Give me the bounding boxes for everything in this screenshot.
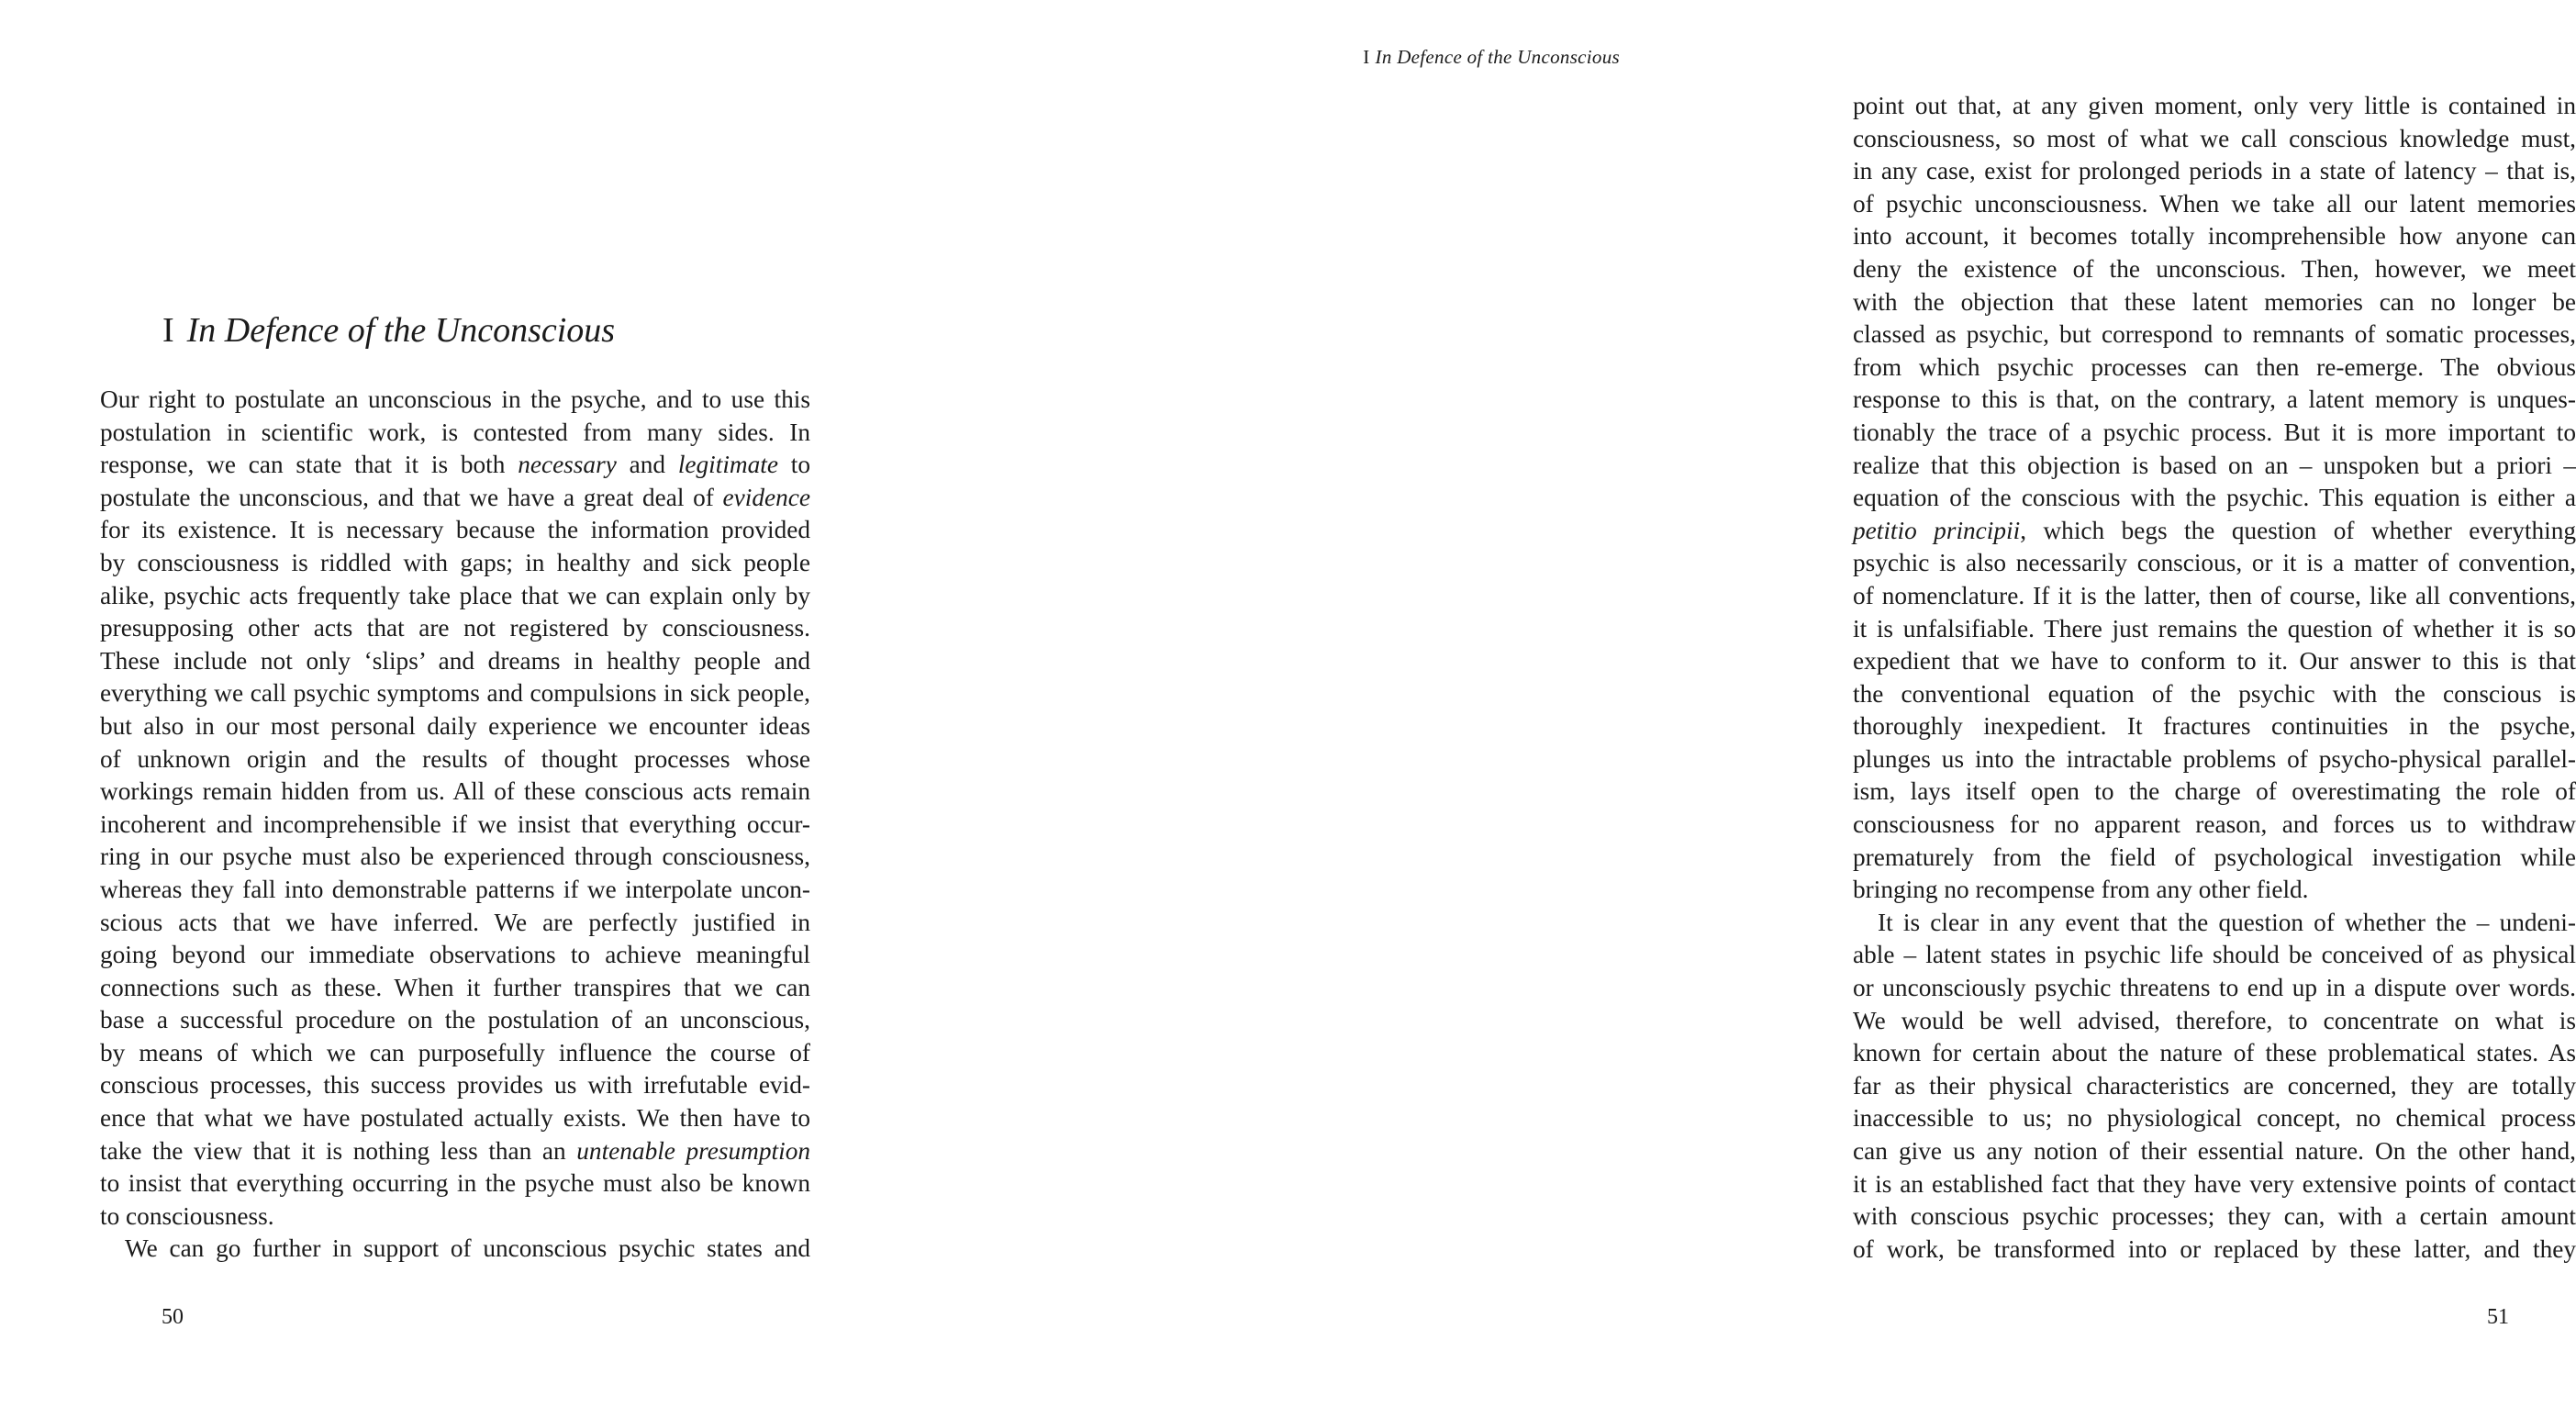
text-line (100, 547, 810, 580)
text-segment: deny the existence of the unconscious. Then, however, we meet (1853, 254, 2576, 283)
text-line (1853, 286, 2576, 319)
text-line (100, 1167, 810, 1200)
text-segment: far as their physical characteristics are concerned, they are totally (1853, 1071, 2576, 1100)
text-line (1853, 547, 2576, 580)
chapter-title (162, 310, 615, 351)
text-segment: conscious processes, this success provides us with irrefutable evid- (100, 1071, 810, 1100)
text-segment: bringing no recompense from any other field. (1853, 876, 2309, 904)
running-head (1225, 46, 1620, 69)
text-line (1853, 90, 2576, 123)
text-segment: ence that what we have postulated actually exists. We then have to (100, 1104, 810, 1133)
text-segment: with the objection that these latent memories can no longer be (1853, 287, 2576, 316)
text-segment: by means of which we can purposefully influence the course of (100, 1038, 810, 1066)
text-segment: alike, psychic acts frequently take place that we can explain only by (100, 581, 810, 609)
text-segment: consciousness for no apparent reason, and forces us to withdraw (1853, 810, 2576, 839)
text-line (1853, 1070, 2576, 1103)
text-line (1853, 123, 2576, 156)
text-segment: of nomenclature. If it is the latter, then of course, like all conventions, (1853, 581, 2576, 609)
text-line (100, 384, 810, 417)
text-segment: known for certain about the nature of these problematical states. As (1853, 1039, 2576, 1067)
page-number-right: 51 (2487, 1305, 2509, 1329)
left-page-body-text (100, 384, 810, 1266)
italic-text: legitimate (677, 451, 778, 479)
text-line (100, 939, 810, 972)
text-line (100, 580, 810, 613)
text-line (1853, 809, 2576, 842)
text-segment: inaccessible to us; no physiological concept, no chemical process (1853, 1104, 2576, 1133)
text-line (1853, 253, 2576, 286)
text-segment: whereas they fall into demonstrable patterns if we interpolate uncon- (100, 875, 810, 903)
text-line (100, 1233, 810, 1266)
text-line (100, 1102, 810, 1135)
text-line (100, 449, 810, 482)
text-segment: presupposing other acts that are not registered by consciousness. (100, 614, 810, 642)
text-segment: workings remain hidden from us. All of these conscious acts remain (100, 777, 810, 806)
text-line (1853, 907, 2576, 940)
text-line (100, 874, 810, 907)
text-line (1853, 417, 2576, 450)
text-segment: to consciousness. (100, 1201, 274, 1230)
text-line (1853, 776, 2576, 809)
text-segment: with conscious psychic processes; they can, with a certain amount (1853, 1202, 2576, 1231)
text-segment: or unconsciously psychic threatens to end up in a dispute over words. (1853, 974, 2576, 1002)
text-line (1853, 155, 2576, 188)
text-segment: point out that, at any given moment, only very little is contained in (1853, 92, 2576, 119)
text-line (100, 776, 810, 809)
text-line (1853, 678, 2576, 711)
text-segment: incoherent and incomprehensible if we insist that everything occur- (100, 809, 810, 838)
text-line (1853, 710, 2576, 743)
running-head-title: In Defence of the Unconscious (1375, 46, 1620, 68)
text-segment: expedient that we have to conform to it. Our answer to this is that (1853, 647, 2576, 676)
text-segment: to (777, 451, 811, 479)
text-segment: connections such as these. When it further transpires that we can (100, 973, 810, 1001)
text-segment: postulate the unconscious, and that we have a great deal of (100, 483, 723, 511)
text-line (1853, 1135, 2576, 1168)
text-line (1853, 1037, 2576, 1070)
text-segment: ism, lays itself open to the charge of overestimating the role of (1853, 777, 2576, 806)
text-segment: for its existence. It is necessary because the information provided (100, 516, 810, 544)
text-line (1853, 220, 2576, 253)
text-line (1853, 613, 2576, 646)
text-segment: equation of the conscious with the psychic. This equation is either a (1853, 484, 2576, 512)
text-segment: These include not only ‘slips’ and dreams in healthy people and (100, 646, 810, 675)
text-segment: everything we call psychic symptoms and compulsions in sick people, (100, 679, 810, 708)
text-line (1853, 972, 2576, 1005)
text-line (1853, 352, 2576, 385)
text-segment: able – latent states in psychic life should be conceived of as physical (1853, 941, 2576, 969)
text-segment: consciousness, so most of what we call conscious knowledge must, (1853, 124, 2576, 152)
text-segment: We would be well advised, therefore, to concentrate on what is (1853, 1006, 2576, 1034)
text-line (1853, 580, 2576, 613)
text-line (1853, 482, 2576, 515)
text-line (1853, 1234, 2576, 1267)
text-line (1853, 188, 2576, 221)
text-segment: take the view that it is nothing less than an (100, 1136, 577, 1165)
text-segment: We can go further in support of unconscious psychic states and (125, 1234, 810, 1263)
italic-text: evidence (722, 483, 810, 511)
text-segment: postulation in scientific work, is contested from many sides. In (100, 418, 810, 446)
text-line (100, 612, 810, 645)
text-line (100, 514, 810, 547)
text-segment: , which begs the question of whether everything (2020, 516, 2576, 544)
text-segment: of work, be transformed into or replaced by these latter, and they (1853, 1234, 2576, 1263)
text-segment: base a successful procedure on the postulation of an unconscious, (100, 1006, 810, 1034)
text-segment: psychic is also necessarily conscious, or it is a matter of convention, (1853, 549, 2576, 577)
text-segment: from which psychic processes can then re-emerge. The obvious (1853, 352, 2576, 381)
italic-text: untenable presumption (576, 1136, 810, 1165)
text-line (1853, 1102, 2576, 1135)
text-line (1853, 842, 2576, 875)
right-page (892, 0, 2576, 1418)
text-line (100, 743, 810, 776)
right-page-body-text (1853, 90, 2576, 1266)
text-line (100, 1004, 810, 1037)
text-segment: into account, it becomes totally incomprehensible how anyone can (1853, 222, 2576, 251)
running-head-number: I (1363, 46, 1370, 68)
chapter-title-text: In Defence of the Unconscious (186, 311, 616, 350)
text-line (100, 1200, 810, 1234)
text-segment: ring in our psyche must also be experienced through consciousness, (100, 843, 810, 871)
text-segment: in any case, exist for prolonged periods in a state of latency – that is, (1853, 157, 2576, 185)
text-line (100, 1135, 810, 1168)
text-segment: it is unfalsifiable. There just remains the question of whether it is so (1853, 614, 2576, 642)
text-line (1853, 939, 2576, 972)
text-segment: tionably the trace of a psychic process. But it is more important to (1853, 418, 2576, 446)
text-line (1853, 743, 2576, 776)
text-line (100, 1037, 810, 1070)
text-segment: scious acts that we have inferred. We are perfectly justified in (100, 908, 810, 936)
text-line (100, 645, 810, 678)
text-line (100, 482, 810, 515)
text-line (1853, 384, 2576, 417)
text-segment: Our right to postulate an unconscious in the psyche, and to use this (100, 385, 810, 413)
text-segment: to insist that everything occurring in the psyche must also be known (100, 1169, 810, 1198)
chapter-number: I (162, 311, 174, 350)
text-segment: response, we can state that it is both (100, 451, 519, 479)
text-line (100, 809, 810, 842)
text-line (1853, 450, 2576, 483)
text-segment: realize that this objection is based on an – unspoken but a priori – (1853, 451, 2576, 479)
text-segment: by consciousness is riddled with gaps; in healthy and sick people (100, 548, 810, 576)
left-page (0, 0, 892, 1418)
text-line (1853, 1168, 2576, 1201)
text-segment: but also in our most personal daily experience we encounter ideas (100, 711, 810, 740)
text-line (1853, 874, 2576, 907)
text-line (1853, 515, 2576, 548)
italic-text: necessary (518, 451, 617, 479)
text-line (1853, 645, 2576, 678)
text-segment: plunges us into the intractable problems of psycho-physical parallel- (1853, 744, 2576, 773)
italic-text: petitio principii (1853, 516, 2021, 544)
text-line (1853, 1200, 2576, 1234)
text-line (100, 841, 810, 874)
text-segment: thoroughly inexpedient. It fractures continuities in the psyche, (1853, 712, 2576, 741)
text-line (100, 417, 810, 450)
page-number-left: 50 (162, 1305, 184, 1329)
text-segment: of unknown origin and the results of thought processes whose (100, 744, 810, 773)
text-line (100, 1069, 810, 1102)
text-segment: and (616, 451, 678, 479)
text-line (100, 907, 810, 940)
text-line (100, 677, 810, 710)
text-segment: the conventional equation of the psychic with the conscious is (1853, 679, 2576, 708)
text-segment: response to this is that, on the contrary, a latent memory is unques- (1853, 385, 2576, 414)
text-segment: prematurely from the field of psychological investigation while (1853, 843, 2576, 871)
text-segment: It is clear in any event that the question of whether the – undeni- (1878, 908, 2576, 936)
text-line (100, 710, 810, 743)
text-line (1853, 1005, 2576, 1038)
text-segment: it is an established fact that they have very extensive points of contact (1853, 1169, 2576, 1198)
text-segment: of psychic unconsciousness. When we take all our latent memories (1853, 189, 2576, 218)
text-line (100, 972, 810, 1005)
text-segment: classed as psychic, but correspond to remnants of somatic processes, (1853, 320, 2576, 349)
text-segment: can give us any notion of their essential nature. On the other hand, (1853, 1137, 2576, 1165)
text-segment: going beyond our immediate observations to achieve meaningful (100, 941, 810, 969)
text-line (1853, 318, 2576, 352)
